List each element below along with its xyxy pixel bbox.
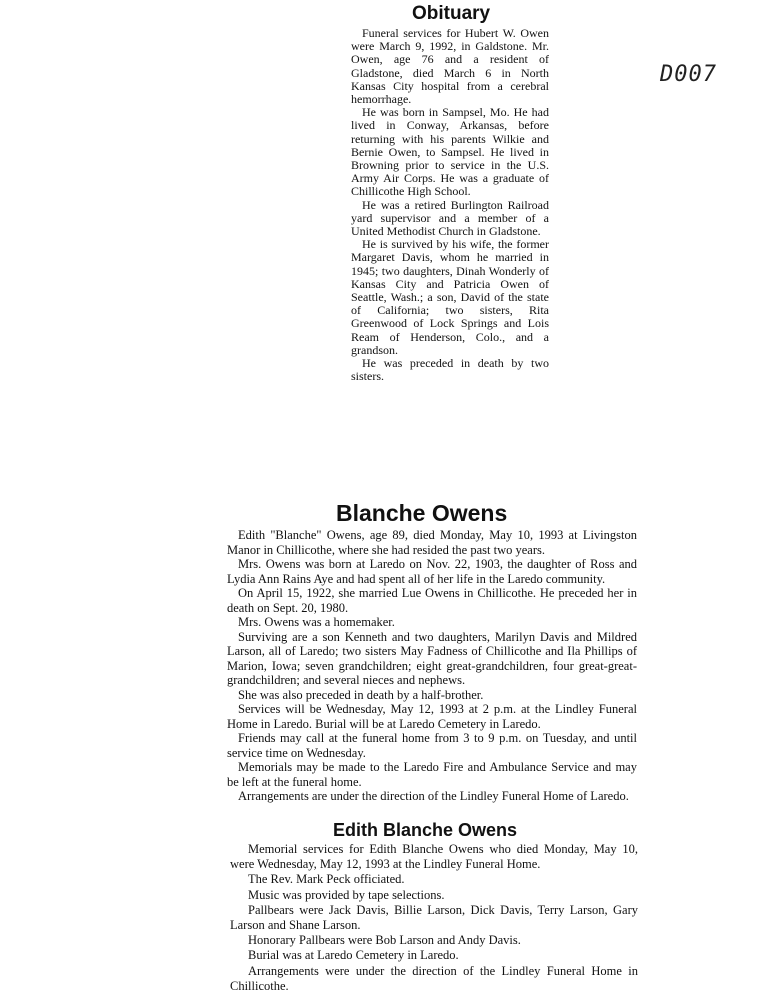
blanche-paragraph: She was also preceded in death by a half-brother. (238, 687, 484, 702)
edith-body (230, 842, 638, 994)
obituary-paragraph: He was born in Sampsel, Mo. He had lived in Conway, Arkansas, before returning with his parents Wilkie and Bernie Owen, to Sampsel. He lived in Browning prior to service in the U.S. Army Air Corps. He was a graduate of Chillicothe High School. (351, 105, 549, 199)
blanche-paragraph: Memorials may be made to the Laredo Fire and Ambulance Service and may be left at the funeral home. (227, 760, 637, 789)
blanche-paragraph: Services will be Wednesday, May 12, 1993 at 2 p.m. at the Lindley Funeral Home in Laredo. Burial will be at Laredo Cemetery in Laredo. (227, 702, 637, 731)
edith-paragraph: Arrangements were under the direction of the Lindley Funeral Home in Chillicothe. (230, 963, 638, 993)
blanche-heading: Blanche Owens (336, 500, 508, 526)
edith-paragraph: Music was provided by tape selections. (248, 887, 445, 902)
edith-paragraph: Burial was at Laredo Cemetery in Laredo. (248, 948, 459, 963)
edith-heading: Edith Blanche Owens (333, 820, 518, 840)
obituary-heading: Obituary (412, 3, 491, 24)
blanche-paragraph: On April 15, 1922, she married Lue Owens in Chillicothe. He preceded her in death on Sept. 20, 1980. (227, 586, 637, 615)
edith-paragraph: Memorial services for Edith Blanche Owens who died Monday, May 10, were Wednesday, May 12, 1993 at the Lindley Funeral Home. (230, 842, 638, 872)
obituary-paragraph: Funeral services for Hubert W. Owen were March 9, 1992, in Galdstone. Mr. Owen, age 76 and a resident of Gladstone, died March 6 in North Kansas City hospital from a cerebral hemorrhage. (351, 26, 549, 107)
obituary-paragraph: He was a retired Burlington Railroad yard supervisor and a member of a United Methodist Church in Gladstone. (351, 197, 549, 239)
blanche-paragraph: Mrs. Owens was a homemaker. (238, 615, 395, 629)
page-mark: D007 (660, 62, 717, 87)
edith-paragraph: The Rev. Mark Peck officiated. (248, 872, 405, 887)
edith-paragraph: Honorary Pallbears were Bob Larson and Andy Davis. (248, 933, 521, 948)
blanche-paragraph: Arrangements are under the direction of the Lindley Funeral Home of Laredo. (238, 789, 629, 803)
obituary-body (351, 27, 549, 383)
blanche-paragraph: Mrs. Owens was born at Laredo on Nov. 22, 1903, the daughter of Ross and Lydia Ann Rains Aye and had spent all of her life in the Laredo community. (227, 557, 637, 586)
blanche-paragraph: Friends may call at the funeral home from 3 to 9 p.m. on Tuesday, and until service time on Wednesday. (227, 731, 637, 760)
obituary-paragraph: He is survived by his wife, the former Margaret Davis, whom he married in 1945; two daughters, Dinah Wonderly of Kansas City and Patricia Owen of Seattle, Wash.; a son, David of the state of California; two sisters, Rita Greenwood of Lock Springs and Lois Ream of Henderson, Colo., and a grandson. (351, 237, 549, 357)
blanche-paragraph: Edith "Blanche" Owens, age 89, died Monday, May 10, 1993 at Livingston Manor in Chillicothe, where she had resided the past two years. (227, 528, 637, 557)
edith-paragraph: Pallbears were Jack Davis, Billie Larson, Dick Davis, Terry Larson, Gary Larson and Shane Larson. (230, 902, 638, 933)
obituary-paragraph: He was preceded in death by two sisters. (351, 356, 549, 384)
blanche-paragraph: Surviving are a son Kenneth and two daughters, Marilyn Davis and Mildred Larson, all of Laredo; two sisters May Fadness of Chillicothe and Ila Phillips of Marion, Iowa; seven grandchildren; eight great-grandchildren, four great-great-grandchildren; and several nieces and nephews. (227, 629, 637, 687)
blanche-body (227, 528, 637, 804)
